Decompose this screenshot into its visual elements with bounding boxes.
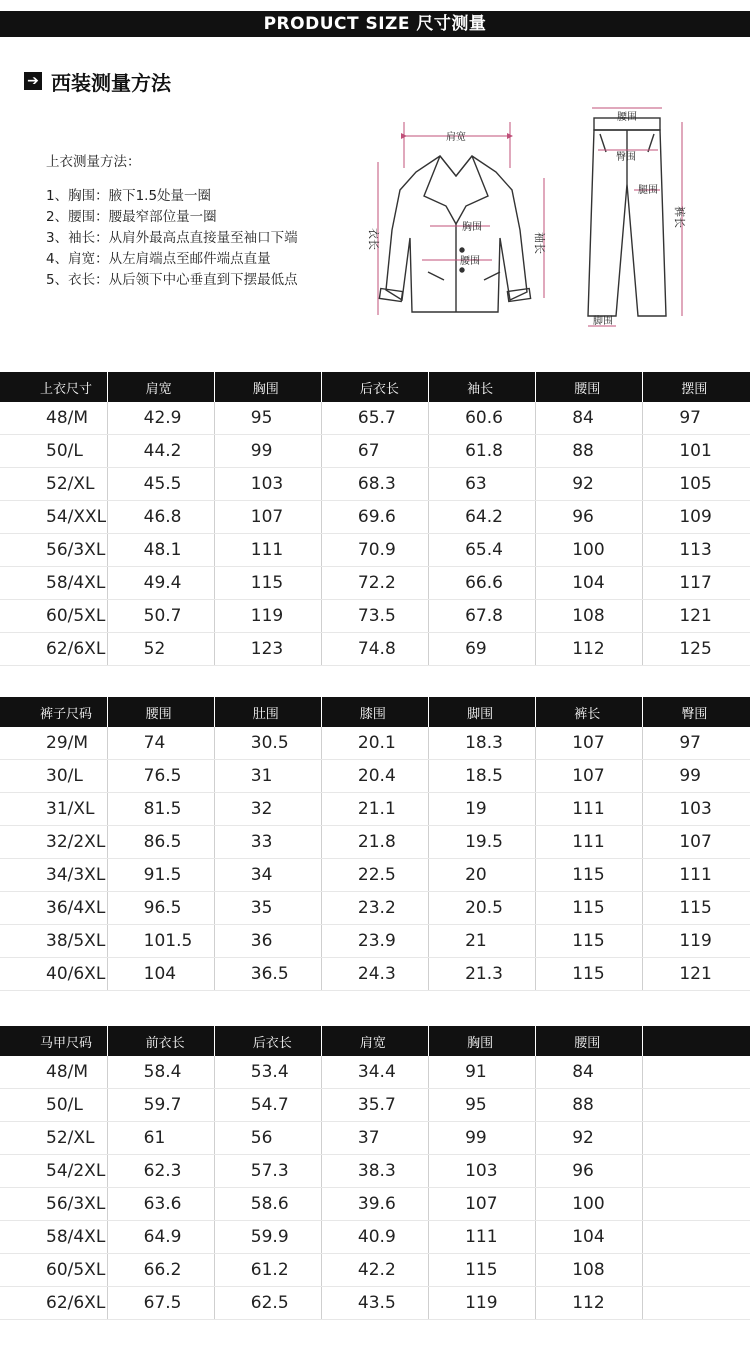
table-cell: 115 [536, 859, 643, 892]
table-row [0, 1155, 750, 1188]
table-cell: 62.5 [214, 1287, 321, 1320]
table-cell [643, 1221, 750, 1254]
table-cell: 42.9 [107, 402, 214, 435]
table-cell: 69 [429, 633, 536, 666]
table-cell: 104 [536, 1221, 643, 1254]
table-cell: 49.4 [107, 567, 214, 600]
table-cell: 111 [429, 1221, 536, 1254]
table-row [0, 534, 750, 567]
table-cell: 20.5 [429, 892, 536, 925]
table-row [0, 633, 750, 666]
table-cell: 123 [214, 633, 321, 666]
size-label-cell: 56/3XL [0, 534, 107, 567]
size-label-cell: 54/2XL [0, 1155, 107, 1188]
table-cell: 96 [536, 501, 643, 534]
table-cell: 54.7 [214, 1089, 321, 1122]
table-row [0, 468, 750, 501]
table-row [0, 1254, 750, 1287]
column-header: 胸围 [214, 372, 321, 402]
table-row [0, 435, 750, 468]
table-cell: 61 [107, 1122, 214, 1155]
table-cell: 65.4 [429, 534, 536, 567]
table-cell: 99 [643, 760, 750, 793]
table-cell: 81.5 [107, 793, 214, 826]
table-cell: 100 [536, 1188, 643, 1221]
label-shoulder: 肩宽 [446, 132, 466, 143]
method-item: 5、衣长：从后领下中心垂直到下摆最低点 [46, 272, 298, 288]
table-cell: 38.3 [321, 1155, 428, 1188]
label-waist: 腰围 [460, 256, 480, 267]
table-cell: 67 [321, 435, 428, 468]
table-cell: 125 [643, 633, 750, 666]
size-label-cell: 34/3XL [0, 859, 107, 892]
table-cell: 64.9 [107, 1221, 214, 1254]
table-cell: 92 [536, 1122, 643, 1155]
table-cell: 61.8 [429, 435, 536, 468]
size-label-cell: 62/6XL [0, 1287, 107, 1320]
table-cell [643, 1188, 750, 1221]
measurement-diagrams [0, 0, 750, 360]
table-cell: 23.2 [321, 892, 428, 925]
table-cell: 23.9 [321, 925, 428, 958]
column-header: 脚围 [429, 697, 536, 727]
table-cell: 21.1 [321, 793, 428, 826]
table-row [0, 1122, 750, 1155]
column-header: 肩宽 [107, 372, 214, 402]
table-cell: 63 [429, 468, 536, 501]
table-cell: 34.4 [321, 1056, 428, 1089]
column-header: 上衣尺寸 [0, 372, 107, 402]
table-cell: 119 [643, 925, 750, 958]
size-label-cell: 62/6XL [0, 633, 107, 666]
table-cell: 76.5 [107, 760, 214, 793]
label-sleeve: 袖长 [533, 232, 546, 254]
table-cell: 30.5 [214, 727, 321, 760]
column-header: 裤子尺码 [0, 697, 107, 727]
table-row [0, 1287, 750, 1320]
size-label-cell: 38/5XL [0, 925, 107, 958]
table-cell: 92 [536, 468, 643, 501]
table-cell: 65.7 [321, 402, 428, 435]
table-cell: 119 [429, 1287, 536, 1320]
table-cell: 21.8 [321, 826, 428, 859]
size-label-cell: 52/XL [0, 1122, 107, 1155]
table-cell [643, 1155, 750, 1188]
size-label-cell: 32/2XL [0, 826, 107, 859]
method-item: 1、胸围：腋下1.5处量一圈 [46, 188, 212, 204]
table-cell: 99 [214, 435, 321, 468]
table-cell: 121 [643, 600, 750, 633]
method-item: 3、袖长：从肩外最高点直接量至袖口下端 [46, 230, 298, 246]
table-header-row [0, 1026, 750, 1056]
table-cell: 107 [643, 826, 750, 859]
table-cell: 88 [536, 1089, 643, 1122]
table-cell: 34 [214, 859, 321, 892]
table-cell: 35.7 [321, 1089, 428, 1122]
table-row [0, 501, 750, 534]
table-cell [643, 1122, 750, 1155]
label-pants-waist: 腰围 [617, 112, 637, 123]
table-cell: 84 [536, 402, 643, 435]
table-cell: 20.4 [321, 760, 428, 793]
table-cell: 50.7 [107, 600, 214, 633]
table-row [0, 1056, 750, 1089]
size-label-cell: 58/4XL [0, 567, 107, 600]
column-header: 膝围 [321, 697, 428, 727]
table-cell: 43.5 [321, 1287, 428, 1320]
table-row [0, 826, 750, 859]
table-cell: 113 [643, 534, 750, 567]
column-header [643, 1026, 750, 1056]
table-cell: 115 [536, 925, 643, 958]
table-cell: 91.5 [107, 859, 214, 892]
method-item: 4、肩宽：从左肩端点至邮件端点直量 [46, 251, 271, 267]
column-header: 袖长 [429, 372, 536, 402]
table-cell: 121 [643, 958, 750, 991]
table-cell: 18.3 [429, 727, 536, 760]
table-cell: 46.8 [107, 501, 214, 534]
table-row [0, 1221, 750, 1254]
label-pants-length: 裤长 [673, 206, 686, 228]
column-header: 腰围 [107, 697, 214, 727]
table-cell: 32 [214, 793, 321, 826]
table-cell: 101 [643, 435, 750, 468]
jacket-diagram [378, 122, 544, 315]
size-label-cell: 29/M [0, 727, 107, 760]
table-cell: 97 [643, 727, 750, 760]
column-header: 腰围 [536, 372, 643, 402]
table-cell: 100 [536, 534, 643, 567]
table-cell: 20 [429, 859, 536, 892]
table-cell: 109 [643, 501, 750, 534]
table-cell: 74 [107, 727, 214, 760]
table-cell: 33 [214, 826, 321, 859]
table-cell: 31 [214, 760, 321, 793]
table-cell: 107 [536, 760, 643, 793]
table-cell: 111 [643, 859, 750, 892]
table-cell: 115 [643, 892, 750, 925]
column-header: 胸围 [429, 1026, 536, 1056]
label-chest: 胸围 [462, 222, 482, 233]
table-cell: 107 [214, 501, 321, 534]
table-cell: 19.5 [429, 826, 536, 859]
table-cell: 86.5 [107, 826, 214, 859]
vest-size-table [0, 1026, 750, 1320]
table-cell: 59.7 [107, 1089, 214, 1122]
page-banner: PRODUCT SIZE 尺寸测量 [0, 11, 750, 37]
table-cell [643, 1287, 750, 1320]
label-hem: 脚围 [593, 316, 613, 327]
table-cell: 67.5 [107, 1287, 214, 1320]
table-cell: 91 [429, 1056, 536, 1089]
table-cell: 59.9 [214, 1221, 321, 1254]
table-cell: 60.6 [429, 402, 536, 435]
table-row [0, 859, 750, 892]
size-label-cell: 48/M [0, 402, 107, 435]
table-row [0, 925, 750, 958]
table-row [0, 892, 750, 925]
section-title: 西装测量方法 [51, 70, 171, 95]
table-cell: 67.8 [429, 600, 536, 633]
table-row [0, 600, 750, 633]
size-label-cell: 30/L [0, 760, 107, 793]
table-row [0, 793, 750, 826]
table-cell: 62.3 [107, 1155, 214, 1188]
size-label-cell: 54/XXL [0, 501, 107, 534]
column-header: 腰围 [536, 1026, 643, 1056]
table-cell: 108 [536, 600, 643, 633]
table-cell: 48.1 [107, 534, 214, 567]
table-cell: 112 [536, 1287, 643, 1320]
table-cell: 108 [536, 1254, 643, 1287]
table-cell: 99 [429, 1122, 536, 1155]
table-cell: 111 [536, 793, 643, 826]
column-header: 裤长 [536, 697, 643, 727]
table-cell [643, 1254, 750, 1287]
column-header: 臀围 [643, 697, 750, 727]
table-header-row [0, 697, 750, 727]
table-cell: 104 [107, 958, 214, 991]
pants-diagram [588, 108, 682, 326]
size-label-cell: 40/6XL [0, 958, 107, 991]
table-cell: 24.3 [321, 958, 428, 991]
table-cell: 58.4 [107, 1056, 214, 1089]
table-cell: 115 [429, 1254, 536, 1287]
table-cell: 96 [536, 1155, 643, 1188]
table-cell [643, 1089, 750, 1122]
column-header: 肚围 [214, 697, 321, 727]
table-cell: 97 [643, 402, 750, 435]
size-label-cell: 60/5XL [0, 1254, 107, 1287]
label-thigh: 腿围 [638, 185, 658, 196]
table-cell: 104 [536, 567, 643, 600]
table-cell: 73.5 [321, 600, 428, 633]
table-cell: 66.6 [429, 567, 536, 600]
table-cell: 52 [107, 633, 214, 666]
table-cell: 21.3 [429, 958, 536, 991]
table-cell: 95 [429, 1089, 536, 1122]
table-cell: 84 [536, 1056, 643, 1089]
table-cell: 44.2 [107, 435, 214, 468]
table-cell: 56 [214, 1122, 321, 1155]
size-label-cell: 50/L [0, 1089, 107, 1122]
size-label-cell: 52/XL [0, 468, 107, 501]
table-cell: 72.2 [321, 567, 428, 600]
table-cell: 96.5 [107, 892, 214, 925]
size-label-cell: 48/M [0, 1056, 107, 1089]
size-label-cell: 60/5XL [0, 600, 107, 633]
column-header: 前衣长 [107, 1026, 214, 1056]
table-cell: 37 [321, 1122, 428, 1155]
table-cell: 42.2 [321, 1254, 428, 1287]
table-cell: 115 [536, 892, 643, 925]
jacket-size-table [0, 372, 750, 666]
column-header: 摆围 [643, 372, 750, 402]
method-item: 2、腰围：腰最窄部位量一圈 [46, 209, 217, 225]
table-cell: 107 [536, 727, 643, 760]
table-cell: 70.9 [321, 534, 428, 567]
table-cell: 57.3 [214, 1155, 321, 1188]
pants-size-table [0, 697, 750, 991]
table-row [0, 1188, 750, 1221]
table-cell: 40.9 [321, 1221, 428, 1254]
table-cell: 18.5 [429, 760, 536, 793]
column-header: 后衣长 [214, 1026, 321, 1056]
table-cell: 61.2 [214, 1254, 321, 1287]
table-cell: 119 [214, 600, 321, 633]
label-hip: 臀围 [616, 152, 636, 163]
label-length: 衣长 [367, 228, 380, 250]
table-cell: 35 [214, 892, 321, 925]
table-cell: 68.3 [321, 468, 428, 501]
table-cell: 105 [643, 468, 750, 501]
table-cell: 115 [214, 567, 321, 600]
table-cell: 21 [429, 925, 536, 958]
table-cell: 74.8 [321, 633, 428, 666]
table-cell: 20.1 [321, 727, 428, 760]
table-cell: 22.5 [321, 859, 428, 892]
size-label-cell: 50/L [0, 435, 107, 468]
table-cell: 111 [214, 534, 321, 567]
table-cell: 36 [214, 925, 321, 958]
table-cell: 39.6 [321, 1188, 428, 1221]
size-label-cell: 31/XL [0, 793, 107, 826]
table-cell: 107 [429, 1188, 536, 1221]
table-row [0, 727, 750, 760]
table-cell: 69.6 [321, 501, 428, 534]
table-cell: 101.5 [107, 925, 214, 958]
table-cell: 19 [429, 793, 536, 826]
method-title: 上衣测量方法： [46, 154, 141, 170]
table-cell: 66.2 [107, 1254, 214, 1287]
column-header: 后衣长 [321, 372, 428, 402]
table-cell: 103 [214, 468, 321, 501]
table-cell [643, 1056, 750, 1089]
table-cell: 88 [536, 435, 643, 468]
table-cell: 45.5 [107, 468, 214, 501]
column-header: 马甲尺码 [0, 1026, 107, 1056]
table-row [0, 958, 750, 991]
table-row [0, 567, 750, 600]
arrow-right-icon: ➔ [24, 72, 42, 90]
table-cell: 63.6 [107, 1188, 214, 1221]
table-cell: 103 [643, 793, 750, 826]
size-label-cell: 58/4XL [0, 1221, 107, 1254]
size-label-cell: 56/3XL [0, 1188, 107, 1221]
table-header-row [0, 372, 750, 402]
table-cell: 115 [536, 958, 643, 991]
table-row [0, 1089, 750, 1122]
table-cell: 117 [643, 567, 750, 600]
table-cell: 95 [214, 402, 321, 435]
table-cell: 112 [536, 633, 643, 666]
table-cell: 58.6 [214, 1188, 321, 1221]
table-row [0, 760, 750, 793]
table-cell: 64.2 [429, 501, 536, 534]
size-label-cell: 36/4XL [0, 892, 107, 925]
table-cell: 103 [429, 1155, 536, 1188]
table-cell: 36.5 [214, 958, 321, 991]
table-cell: 53.4 [214, 1056, 321, 1089]
table-row [0, 402, 750, 435]
table-cell: 111 [536, 826, 643, 859]
column-header: 肩宽 [321, 1026, 428, 1056]
